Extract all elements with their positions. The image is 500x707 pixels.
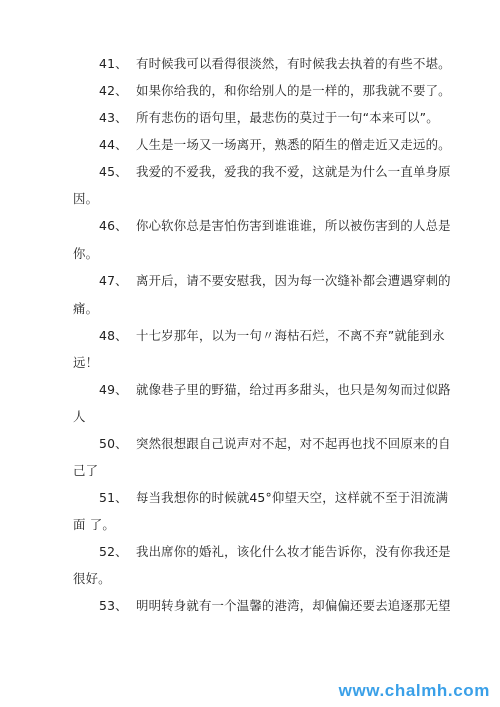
item-number: 49、 xyxy=(99,382,128,397)
item-text: 有时候我可以看得很淡然，有时候我去执着的有些不堪。 xyxy=(136,56,451,71)
item-number: 44、 xyxy=(99,137,128,152)
item-number: 42、 xyxy=(99,83,128,98)
site-watermark: www.chalmh.com xyxy=(338,681,490,700)
item-number: 51、 xyxy=(99,490,128,505)
item-text-continuation: 很好。 xyxy=(73,571,111,586)
item-text: 突然很想跟自己说声对不起，对不起再也找不回原来的自 xyxy=(136,436,451,451)
item-number: 43、 xyxy=(99,110,128,125)
item-text: 你心软你总是害怕伤害到谁谁谁，所以被伤害到的人总是 xyxy=(136,218,451,233)
item-text-continuation: 面 了。 xyxy=(73,517,115,532)
item-number: 53、 xyxy=(99,598,128,613)
item-text-continuation: 己了 xyxy=(73,463,99,478)
item-text-continuation: 远！ xyxy=(73,355,99,370)
item-text: 十七岁那年，以为一句〃海枯石烂，不离不弃”就能到永 xyxy=(136,328,445,343)
item-text-continuation: 人 xyxy=(73,409,86,424)
item-number: 48、 xyxy=(99,328,128,343)
item-text: 我爱的不爱我，爱我的我不爱，这就是为什么一直单身原 xyxy=(136,164,451,179)
item-text: 每当我想你的时候就45°仰望天空，这样就不至于泪流满 xyxy=(136,490,449,505)
item-text: 明明转身就有一个温馨的港湾，却偏偏还要去追逐那无望 xyxy=(136,598,451,613)
item-text-continuation: 因。 xyxy=(73,191,99,206)
item-text: 如果你给我的，和你给别人的是一样的，那我就不要了。 xyxy=(136,83,451,98)
item-number: 52、 xyxy=(99,544,128,559)
item-number: 47、 xyxy=(99,273,128,288)
item-number: 50、 xyxy=(99,436,128,451)
item-text-continuation: 痛。 xyxy=(73,301,99,316)
item-text: 我出席你的婚礼，该化什么妆才能告诉你，没有你我还是 xyxy=(136,544,451,559)
item-number: 41、 xyxy=(99,56,128,71)
item-text: 就像巷子里的野猫，给过再多甜头，也只是匆匆而过似路 xyxy=(136,382,451,397)
item-text-continuation: 你。 xyxy=(73,246,99,261)
item-text: 人生是一场又一场离开，熟悉的陌生的僧走近又走远的。 xyxy=(136,137,451,152)
item-number: 45、 xyxy=(99,164,128,179)
item-text: 离开后，请不要安慰我，因为每一次缝补都会遭遇穿刺的 xyxy=(136,273,451,288)
item-text: 所有悲伤的语句里，最悲伤的莫过于一句“本来可以”。 xyxy=(136,110,439,125)
item-number: 46、 xyxy=(99,218,128,233)
